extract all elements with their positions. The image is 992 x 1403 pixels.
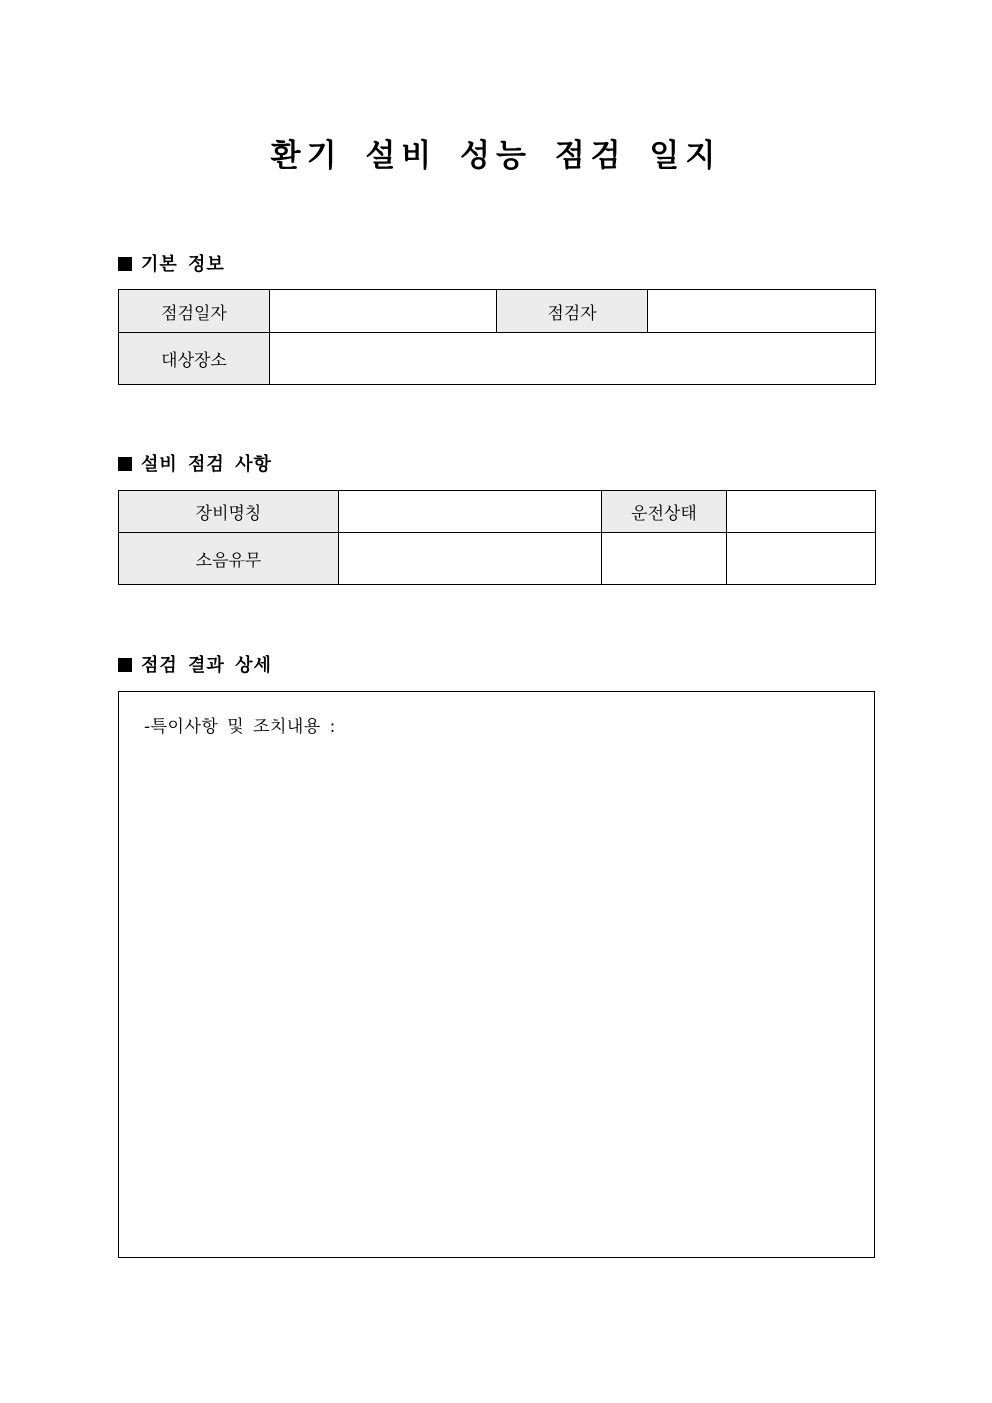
blank-cell[interactable]: [602, 533, 727, 585]
result-details-box[interactable]: [118, 691, 875, 1258]
equipment-name-field[interactable]: [339, 491, 602, 533]
section-heading-equipment: [118, 453, 272, 477]
section-heading-result-details-text: 점검 결과 상세: [141, 655, 272, 676]
square-bullet-icon: [118, 257, 132, 271]
noise-presence-label: 소음유무: [119, 533, 339, 585]
target-location-label: 대상장소: [119, 333, 270, 385]
equipment-table: [118, 490, 876, 585]
operating-status-field[interactable]: [727, 491, 876, 533]
equipment-name-label: 장비명칭: [119, 491, 339, 533]
inspector-field[interactable]: [648, 290, 876, 333]
table-row: [119, 533, 876, 585]
section-heading-basic-info-text: 기본 정보: [141, 254, 225, 275]
section-heading-result-details: [118, 654, 272, 678]
noise-presence-field[interactable]: [339, 533, 602, 585]
inspection-date-field[interactable]: [270, 290, 497, 333]
page-title: 환기 설비 성능 점검 일지: [270, 138, 722, 174]
section-heading-basic-info: [118, 253, 225, 277]
blank-cell[interactable]: [727, 533, 876, 585]
target-location-field[interactable]: [270, 333, 876, 385]
basic-info-table: [118, 289, 876, 385]
section-heading-equipment-text: 설비 점검 사항: [141, 454, 272, 475]
table-row: [119, 333, 876, 385]
inspection-date-label: 점검일자: [119, 290, 270, 333]
square-bullet-icon: [118, 457, 132, 471]
table-row: [119, 290, 876, 333]
special-notes-label: -특이사항 및 조치내용 :: [144, 717, 336, 737]
square-bullet-icon: [118, 658, 132, 672]
table-row: [119, 491, 876, 533]
operating-status-label: 운전상태: [602, 491, 727, 533]
inspector-label: 점검자: [497, 290, 648, 333]
